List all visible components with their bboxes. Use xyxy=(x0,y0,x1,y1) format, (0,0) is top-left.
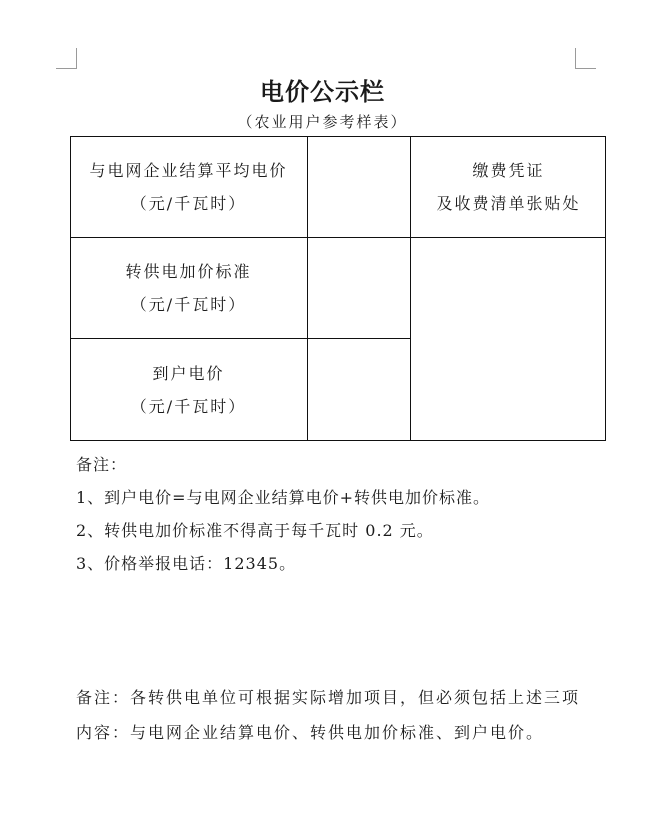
table-row-end-user-price-label: 到户电价 （元/千瓦时） xyxy=(130,364,247,416)
table-border-bottom xyxy=(70,440,606,441)
crop-mark-top-right xyxy=(575,48,596,69)
note-item-2: 2、转供电加价标准不得高于每千瓦时 0.2 元。 xyxy=(76,521,434,540)
note-item-3: 3、价格举报电话：12345。 xyxy=(76,554,297,573)
table-row-settlement-price-label: 与电网企业结算平均电价 （元/千瓦时） xyxy=(89,161,288,213)
notes-section xyxy=(76,448,490,580)
crop-mark-top-left xyxy=(56,48,77,69)
page-subtitle: （农业用户参考样表） xyxy=(237,113,408,131)
notes-heading: 备注： xyxy=(76,455,128,474)
table-row-markup-standard-label: 转供电加价标准 （元/千瓦时） xyxy=(125,262,252,314)
table-divider-row1 xyxy=(70,237,606,238)
receipt-header: 缴费凭证 及收费清单张贴处 xyxy=(436,161,581,213)
page-title: 电价公示栏 xyxy=(260,78,385,106)
price-table xyxy=(70,136,606,441)
footer-note: 备注：各转供电单位可根据实际增加项目，但必须包括上述三项内容：与电网企业结算电价、转供电加价标准、到户电价。 xyxy=(76,688,581,742)
note-item-1: 1、到户电价=与电网企业结算电价+转供电加价标准。 xyxy=(76,488,490,507)
table-divider-label-value xyxy=(307,136,308,441)
table-border-top xyxy=(70,136,606,137)
table-divider-row2 xyxy=(70,338,411,339)
